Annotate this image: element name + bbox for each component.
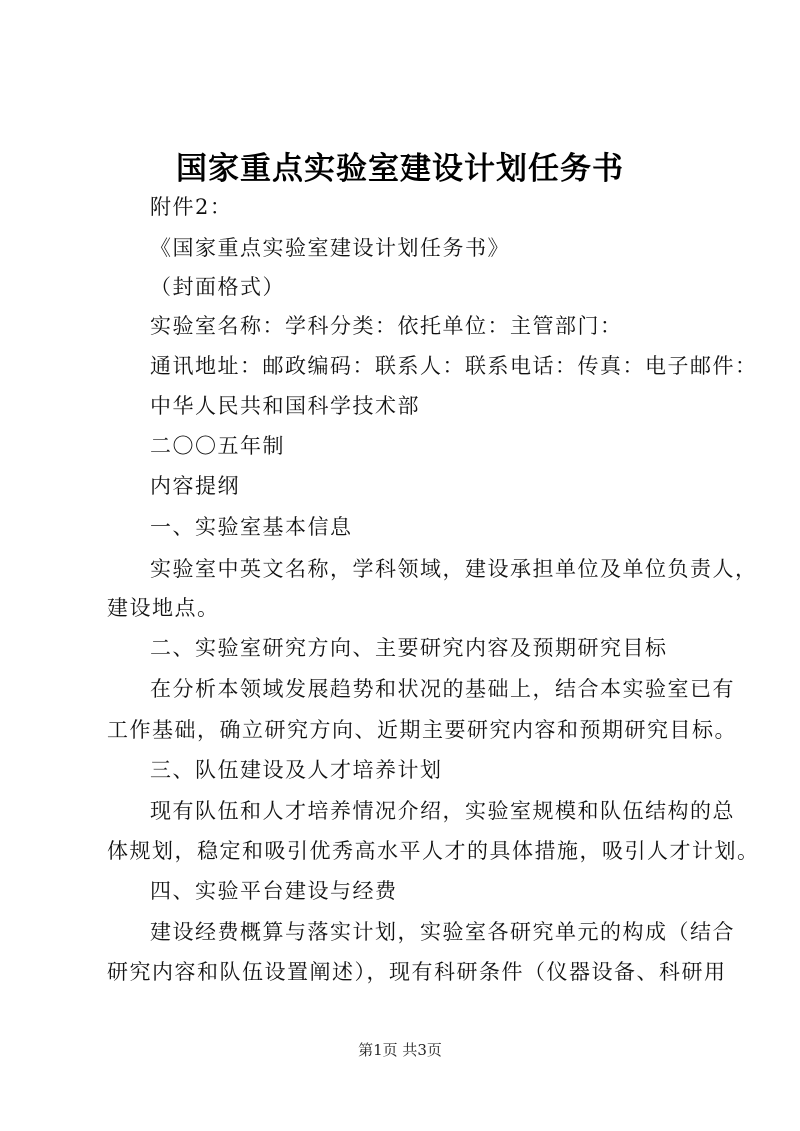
paragraph-line: 建设经费概算与落实计划，实验室各研究单元的构成（结合 bbox=[150, 920, 735, 944]
text-line-cover-format: （封面格式） bbox=[150, 275, 285, 299]
section-heading-3: 三、队伍建设及人才培养计划 bbox=[150, 758, 443, 782]
text-line-ministry: 中华人民共和国科学技术部 bbox=[150, 394, 420, 418]
section-heading-2: 二、实验室研究方向、主要研究内容及预期研究目标 bbox=[150, 636, 668, 660]
paragraph-line: 工作基础，确立研究方向、近期主要研究内容和预期研究目标。 bbox=[107, 718, 737, 742]
document-title: 国家重点实验室建设计划任务书 bbox=[176, 151, 624, 187]
section-heading-4: 四、实验平台建设与经费 bbox=[150, 879, 398, 903]
paragraph-line: 实验室中英文名称，学科领域，建设承担单位及单位负责人， bbox=[150, 557, 758, 581]
paragraph-line: 研究内容和队伍设置阐述），现有科研条件（仪器设备、科研用 bbox=[107, 960, 727, 984]
text-line-attachment: 附件2： bbox=[150, 195, 233, 219]
text-line-contact-fields: 通讯地址：邮政编码：联系人：联系电话：传真：电子邮件： bbox=[150, 354, 758, 378]
section-heading-1: 一、实验室基本信息 bbox=[150, 515, 353, 539]
page-number-footer: 第1页 共3页 bbox=[358, 1041, 442, 1059]
paragraph-line: 现有队伍和人才培养情况介绍，实验室规模和队伍结构的总 bbox=[150, 799, 735, 823]
text-line-year: 二〇〇五年制 bbox=[150, 434, 285, 458]
text-line-book-title: 《国家重点实验室建设计划任务书》 bbox=[150, 236, 510, 260]
paragraph-line: 体规划，稳定和吸引优秀高水平人才的具体措施，吸引人才计划。 bbox=[107, 839, 760, 863]
paragraph-line: 在分析本领域发展趋势和状况的基础上，结合本实验室已有 bbox=[150, 677, 735, 701]
text-line-lab-fields: 实验室名称：学科分类：依托单位：主管部门： bbox=[150, 314, 623, 338]
text-line-outline-heading: 内容提纲 bbox=[150, 474, 240, 498]
paragraph-line: 建设地点。 bbox=[107, 596, 220, 620]
